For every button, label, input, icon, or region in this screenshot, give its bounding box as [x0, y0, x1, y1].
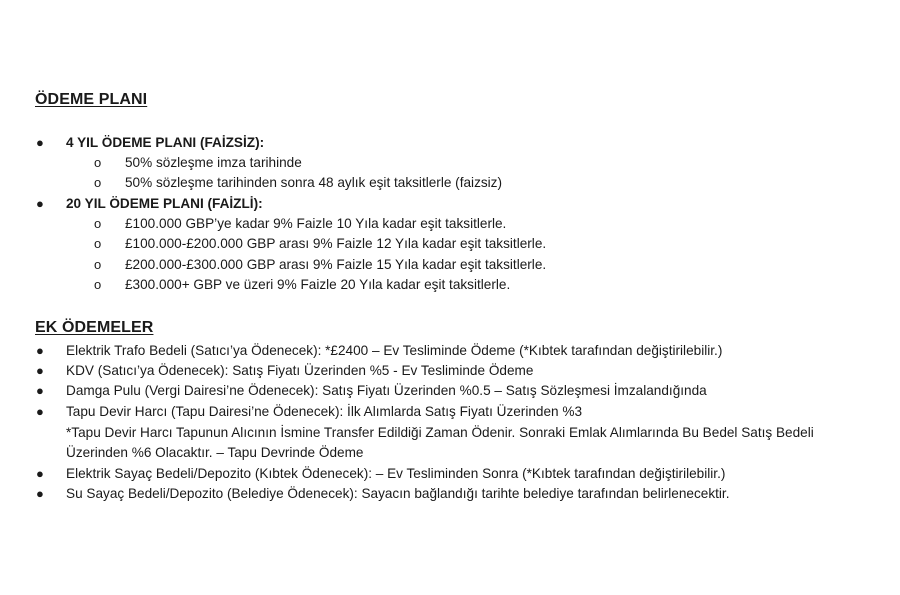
sub-bullet-icon: o: [94, 257, 102, 272]
note-line: Üzerinden %6 Olacaktır. – Tapu Devrinde Ödeme: [66, 445, 364, 460]
bullet-icon: ●: [36, 486, 44, 501]
extra-item-text: Elektrik Sayaç Bedeli/Depozito (Kıbtek Ödenecek): – Ev Tesliminden Sonra (*Kıbtek tarafından değiştirilebilir.): [66, 466, 726, 481]
sub-bullet-icon: o: [94, 216, 102, 231]
plan-item-text: £300.000+ GBP ve üzeri 9% Faizle 20 Yıla kadar eşit taksitlerle.: [125, 277, 511, 292]
plan-item-text: 50% sözleşme tarihinden sonra 48 aylık eşit taksitlerle (faizsiz): [125, 175, 503, 190]
plan-item-text: 50% sözleşme imza tarihinde: [125, 155, 302, 170]
sub-bullet-icon: o: [94, 155, 102, 170]
extra-item-text: Elektrik Trafo Bedeli (Satıcı’ya Ödenecek): *£2400 – Ev Tesliminde Ödeme (*Kıbtek tarafından değiştirilebilir.): [66, 343, 723, 358]
note-line: *Tapu Devir Harcı Tapunun Alıcının İsmine Transfer Edildiği Zaman Ödenir. Sonraki Emlak Alımlarında Bu Bedel Satış Bedeli: [66, 425, 814, 440]
sub-bullet-icon: o: [94, 277, 102, 292]
bullet-icon: ●: [36, 343, 44, 358]
plan-item-text: £100.000-£200.000 GBP arası 9% Faizle 12 Yıla kadar eşit taksitlerle.: [125, 236, 547, 251]
plan-item-text: £100.000 GBP’ye kadar 9% Faizle 10 Yıla kadar eşit taksitlerle.: [125, 216, 507, 231]
payment-plan-heading: ÖDEME PLANI: [35, 91, 148, 108]
sub-bullet-icon: o: [94, 175, 102, 190]
extra-item-text: KDV (Satıcı’ya Ödenecek): Satış Fiyatı Üzerinden %5 - Ev Tesliminde Ödeme: [66, 363, 534, 378]
plan-label: 4 YIL ÖDEME PLANI (FAİZSİZ):: [66, 135, 265, 150]
extra-item-text: Tapu Devir Harcı (Tapu Dairesi’ne Ödenecek): İlk Alımlarda Satış Fiyatı Üzerinden %3: [66, 404, 583, 419]
bullet-icon: ●: [36, 135, 44, 150]
bullet-icon: ●: [36, 383, 44, 398]
bullet-icon: ●: [36, 466, 44, 481]
plan-label: 20 YIL ÖDEME PLANI (FAİZLİ):: [66, 196, 263, 211]
extra-item-text: Su Sayaç Bedeli/Depozito (Belediye Ödenecek): Sayacın bağlandığı tarihte belediye tarafından belirlenecektir.: [66, 486, 730, 501]
plan-item-text: £200.000-£300.000 GBP arası 9% Faizle 15 Yıla kadar eşit taksitlerle.: [125, 257, 547, 272]
bullet-icon: ●: [36, 196, 44, 211]
extra-payments-heading: EK ÖDEMELER: [35, 319, 154, 336]
bullet-icon: ●: [36, 363, 44, 378]
sub-bullet-icon: o: [94, 236, 102, 251]
extra-item-text: Damga Pulu (Vergi Dairesi’ne Ödenecek): Satış Fiyatı Üzerinden %0.5 – Satış Sözleşmesi İmzalandığında: [66, 383, 707, 398]
bullet-icon: ●: [36, 404, 44, 419]
